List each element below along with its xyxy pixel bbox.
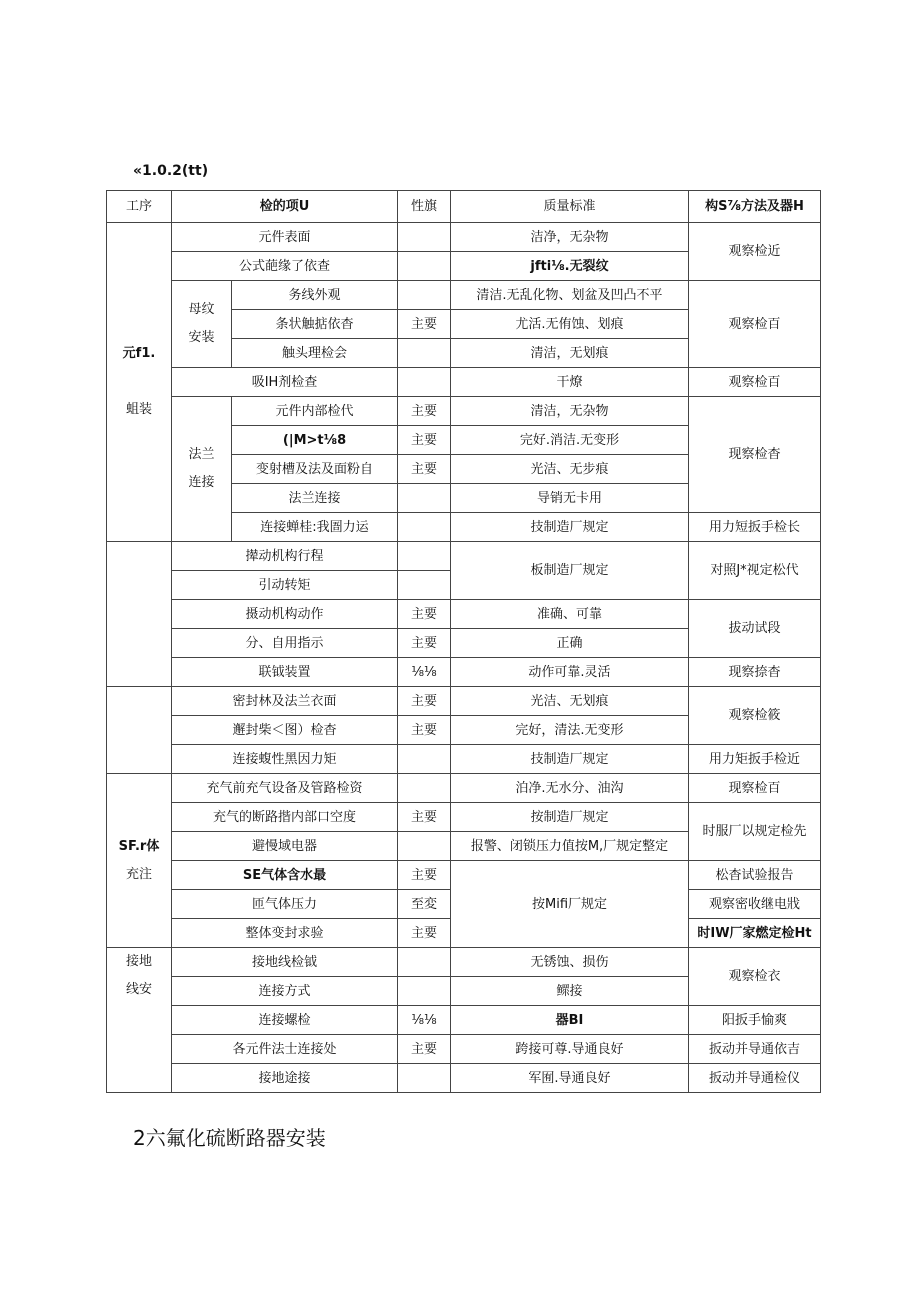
standard-cell: 动作可靠.灵活 bbox=[451, 658, 689, 687]
item-cell: 接地线检钺 bbox=[172, 948, 398, 977]
nature-cell bbox=[398, 484, 451, 513]
table-row bbox=[107, 1035, 821, 1064]
item-cell: 接地途接 bbox=[172, 1064, 398, 1093]
nature-cell bbox=[398, 339, 451, 368]
item-cell: 连接方式 bbox=[172, 977, 398, 1006]
item-cell: 法兰连接 bbox=[232, 484, 398, 513]
table-row bbox=[107, 774, 821, 803]
method-cell: 时IW厂家燃定检Ht bbox=[689, 919, 821, 948]
nature-cell: 主要 bbox=[398, 716, 451, 745]
subgroup-label: 安装 bbox=[188, 330, 215, 345]
method-cell: 用力短扳手检长 bbox=[689, 513, 821, 542]
section-cell bbox=[107, 223, 172, 542]
item-cell: 元件表面 bbox=[172, 223, 398, 252]
standard-cell: 技制造厂规定 bbox=[451, 513, 689, 542]
item-cell: 摄动机构动作 bbox=[172, 600, 398, 629]
nature-cell: 至変 bbox=[398, 890, 451, 919]
item-cell: 变射槽及法及面粉自 bbox=[232, 455, 398, 484]
nature-cell bbox=[398, 368, 451, 397]
nature-cell bbox=[398, 774, 451, 803]
table-row bbox=[107, 542, 821, 571]
nature-cell bbox=[398, 832, 451, 861]
section-cell bbox=[107, 948, 172, 1093]
item-cell: 务线外观 bbox=[232, 281, 398, 310]
item-cell: 连接蝉桂:我圄力运 bbox=[232, 513, 398, 542]
nature-cell: 主要 bbox=[398, 1035, 451, 1064]
table-row bbox=[107, 1006, 821, 1035]
method-cell: 对照J*视定松代 bbox=[689, 542, 821, 600]
header-item: 检的项U bbox=[172, 191, 398, 223]
nature-cell: 主要 bbox=[398, 600, 451, 629]
method-cell: 现察检杳 bbox=[689, 397, 821, 513]
method-cell: 观察检百 bbox=[689, 281, 821, 368]
nature-cell bbox=[398, 571, 451, 600]
table-row bbox=[107, 948, 821, 977]
item-cell: 元件内部检代 bbox=[232, 397, 398, 426]
header-standard: 质量标准 bbox=[451, 191, 689, 223]
subgroup-cell bbox=[172, 397, 232, 542]
table-row bbox=[107, 223, 821, 252]
table-header-row bbox=[107, 191, 821, 223]
method-cell: 用力矩扳手检近 bbox=[689, 745, 821, 774]
nature-cell bbox=[398, 948, 451, 977]
method-cell: 阳扳手愉爽 bbox=[689, 1006, 821, 1035]
method-cell: 现察检百 bbox=[689, 774, 821, 803]
standard-cell: 按制造厂规定 bbox=[451, 803, 689, 832]
item-cell: 引动转矩 bbox=[172, 571, 398, 600]
header-process: 工序 bbox=[107, 191, 172, 223]
method-cell: 观察密收继电戕 bbox=[689, 890, 821, 919]
standard-cell: 正确 bbox=[451, 629, 689, 658]
section-heading: 2六氟化硫断路器安装 bbox=[133, 1126, 326, 1150]
standard-cell: 清洁，无杂物 bbox=[451, 397, 689, 426]
subgroup-label: 法兰 bbox=[188, 447, 215, 462]
section-label: 线安 bbox=[125, 982, 152, 997]
nature-cell: 主要 bbox=[398, 310, 451, 339]
item-cell: 连接蝮性黑因力矩 bbox=[172, 745, 398, 774]
nature-cell bbox=[398, 745, 451, 774]
standard-cell: 报警、闭锁压力值按M,厂规定整定 bbox=[451, 832, 689, 861]
item-cell: SE气体含水最 bbox=[172, 861, 398, 890]
item-cell: 条状触掂依杳 bbox=[232, 310, 398, 339]
nature-cell bbox=[398, 281, 451, 310]
nature-cell: ⅛⅛ bbox=[398, 658, 451, 687]
header-nature: 性旗 bbox=[398, 191, 451, 223]
method-cell: 现察捺杳 bbox=[689, 658, 821, 687]
method-cell: 时服厂以规定检先 bbox=[689, 803, 821, 861]
nature-cell bbox=[398, 223, 451, 252]
standard-cell: 按Mifi厂规定 bbox=[451, 861, 689, 948]
subgroup-label: 母纹 bbox=[188, 302, 215, 317]
item-cell: 分、自用指示 bbox=[172, 629, 398, 658]
table-caption: «1.0.2(tt) bbox=[133, 163, 209, 179]
item-cell: 邂封柴＜图）检杳 bbox=[172, 716, 398, 745]
standard-cell: 跨接可尊.导通良好 bbox=[451, 1035, 689, 1064]
item-cell: 避慢域电器 bbox=[172, 832, 398, 861]
section-label: 元f1. bbox=[122, 346, 156, 361]
subgroup-cell bbox=[172, 281, 232, 368]
table-row bbox=[107, 658, 821, 687]
table-row bbox=[107, 803, 821, 832]
item-cell: 充气的断路揩内部口空度 bbox=[172, 803, 398, 832]
standard-cell: 干燎 bbox=[451, 368, 689, 397]
standard-cell: 鳏接 bbox=[451, 977, 689, 1006]
standard-cell: 光洁、无划痕 bbox=[451, 687, 689, 716]
section-cell bbox=[107, 687, 172, 774]
method-cell: 扳动并导通依吉 bbox=[689, 1035, 821, 1064]
table-row bbox=[107, 600, 821, 629]
standard-cell: 板制造厂规定 bbox=[451, 542, 689, 600]
item-cell: 整体变封求验 bbox=[172, 919, 398, 948]
nature-cell bbox=[398, 542, 451, 571]
nature-cell: ⅛⅛ bbox=[398, 1006, 451, 1035]
method-cell: 拔动试段 bbox=[689, 600, 821, 658]
table-row bbox=[107, 281, 821, 310]
standard-cell: jfti⅛.无裂纹 bbox=[451, 252, 689, 281]
item-cell: 各元件法士连接处 bbox=[172, 1035, 398, 1064]
table-row bbox=[107, 687, 821, 716]
nature-cell: 主要 bbox=[398, 455, 451, 484]
table-row bbox=[107, 1064, 821, 1093]
standard-cell: 完好，清法.无变形 bbox=[451, 716, 689, 745]
section-label: 接地 bbox=[125, 954, 152, 969]
item-cell: 撵动机构行程 bbox=[172, 542, 398, 571]
table-row bbox=[107, 368, 821, 397]
standard-cell: 技制造厂规定 bbox=[451, 745, 689, 774]
nature-cell bbox=[398, 252, 451, 281]
section-label: SF.r体 bbox=[118, 838, 160, 854]
nature-cell: 主要 bbox=[398, 629, 451, 658]
method-cell: 扳动并导通检仪 bbox=[689, 1064, 821, 1093]
item-cell: 吸IH剂检查 bbox=[172, 368, 398, 397]
table-row bbox=[107, 397, 821, 426]
item-cell: (|M>t⅛8 bbox=[232, 426, 398, 455]
nature-cell: 主要 bbox=[398, 426, 451, 455]
standard-cell: 军囿.导通良好 bbox=[451, 1064, 689, 1093]
method-cell: 观察检近 bbox=[689, 223, 821, 281]
section-cell bbox=[107, 774, 172, 948]
standard-cell: 无锈蚀、损伤 bbox=[451, 948, 689, 977]
method-cell: 观察检衣 bbox=[689, 948, 821, 1006]
inspection-table bbox=[106, 190, 821, 1093]
standard-cell: 泊净.无水分、油沟 bbox=[451, 774, 689, 803]
table-row bbox=[107, 745, 821, 774]
standard-cell: 器BI bbox=[451, 1006, 689, 1035]
method-cell: 观察检筱 bbox=[689, 687, 821, 745]
standard-cell: 洁净，无杂物 bbox=[451, 223, 689, 252]
standard-cell: 完好.消洁.无变形 bbox=[451, 426, 689, 455]
item-cell: 联钺装置 bbox=[172, 658, 398, 687]
standard-cell: 清洁，无划痕 bbox=[451, 339, 689, 368]
item-cell: 匝气体压力 bbox=[172, 890, 398, 919]
nature-cell: 主要 bbox=[398, 861, 451, 890]
nature-cell bbox=[398, 977, 451, 1006]
standard-cell: 尤活.无侑蚀、划痕 bbox=[451, 310, 689, 339]
table-row bbox=[107, 861, 821, 890]
section-label: 充注 bbox=[125, 866, 152, 882]
standard-cell: 光洁、无步痕 bbox=[451, 455, 689, 484]
nature-cell: 主要 bbox=[398, 803, 451, 832]
item-cell: 密封林及法兰衣面 bbox=[172, 687, 398, 716]
item-cell: 触头理检会 bbox=[232, 339, 398, 368]
nature-cell bbox=[398, 1064, 451, 1093]
nature-cell: 主要 bbox=[398, 919, 451, 948]
method-cell: 观察检百 bbox=[689, 368, 821, 397]
section-cell bbox=[107, 542, 172, 687]
method-cell: 松杳试验报告 bbox=[689, 861, 821, 890]
nature-cell: 主要 bbox=[398, 397, 451, 426]
header-method: 构S⅞方法及器H bbox=[689, 191, 821, 223]
subgroup-label: 连接 bbox=[188, 475, 215, 490]
standard-cell: 清洁.无乱化物、划盆及凹凸不平 bbox=[451, 281, 689, 310]
item-cell: 公式葩缘了依查 bbox=[172, 252, 398, 281]
item-cell: 连接螺检 bbox=[172, 1006, 398, 1035]
item-cell: 充气前充气设备及管路检资 bbox=[172, 774, 398, 803]
section-label: 蛆装 bbox=[125, 402, 152, 417]
standard-cell: 导销无卡用 bbox=[451, 484, 689, 513]
nature-cell: 主要 bbox=[398, 687, 451, 716]
standard-cell: 准确、可靠 bbox=[451, 600, 689, 629]
nature-cell bbox=[398, 513, 451, 542]
